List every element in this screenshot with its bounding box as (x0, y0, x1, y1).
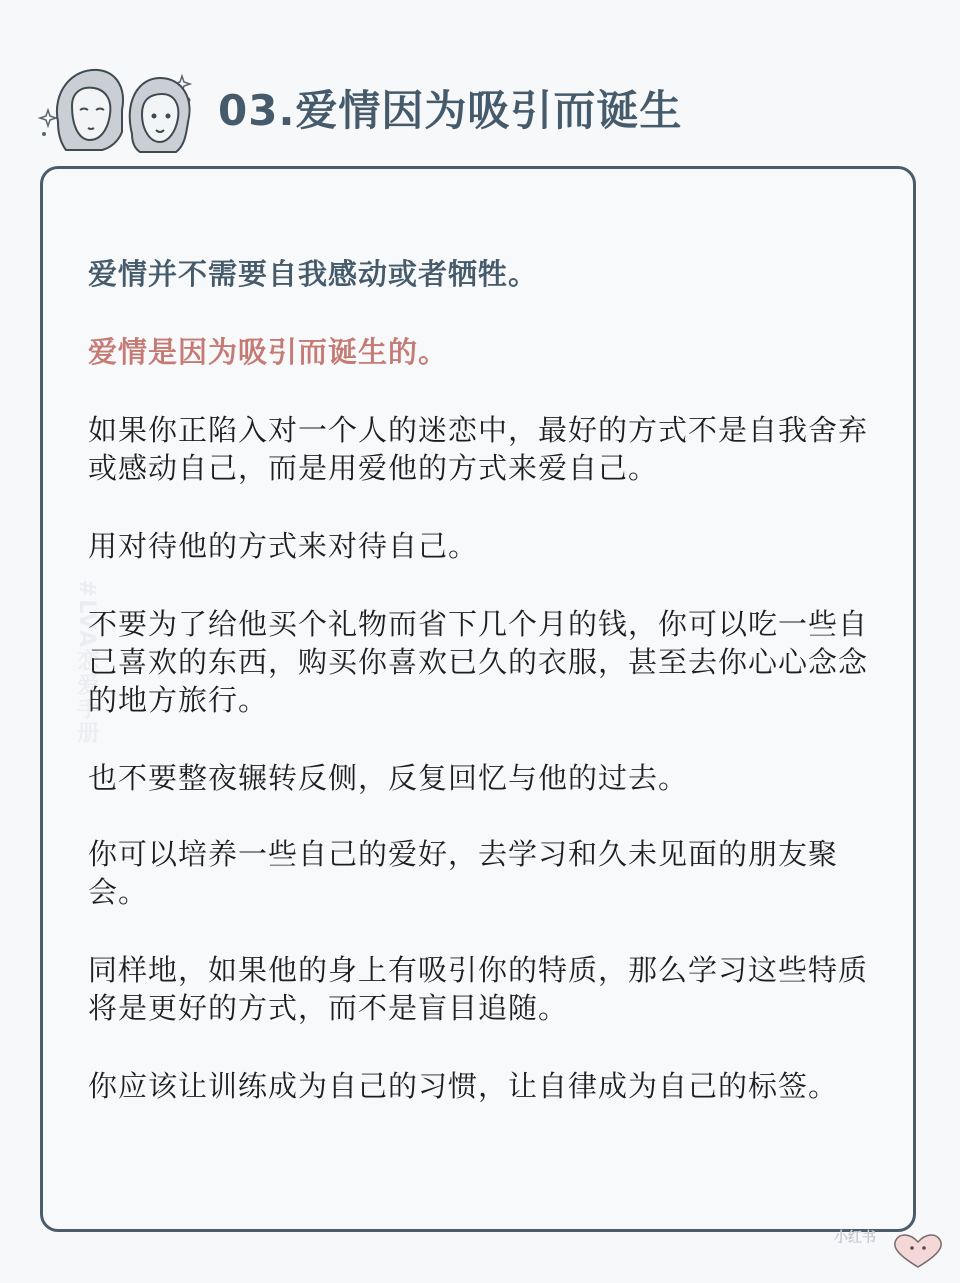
watermark-text: #LVA恋爱手册 (74, 579, 99, 745)
logo-text: 小红书 (834, 1230, 876, 1246)
xiaohongshu-logo (828, 1223, 948, 1271)
paragraph: 你可以培养一些自己的爱好，去学习和久未见面的朋友聚会。 (88, 837, 839, 909)
content-card (40, 166, 916, 1232)
paragraph: 如果你正陷入对一个人的迷恋中，最好的方式不是自我舍弃或感动自己，而是用爱他的方式来爱自己。 (88, 413, 869, 485)
header (0, 0, 960, 160)
paragraph-lead: 爱情并不需要自我感动或者牺牲。 (88, 257, 539, 291)
paragraph: 你应该让训练成为自己的习惯，让自律成为自己的标签。 (88, 1069, 839, 1103)
heart-icon (888, 1231, 948, 1271)
article-body (88, 255, 878, 1145)
paragraph: 不要为了给他买个礼物而省下几个月的钱，你可以吃一些自己喜欢的东西，购买你喜欢已久的衣服，甚至去你心心念念的地方旅行。 (88, 607, 869, 717)
couple-illustration-icon (36, 52, 204, 156)
page-title: 03.爱情因为吸引而诞生 (218, 86, 683, 135)
paragraph: 也不要整夜辗转反侧，反复回忆与他的过去。 (88, 761, 689, 795)
paragraph-highlight: 爱情是因为吸引而诞生的。 (88, 335, 449, 369)
paragraph: 同样地，如果他的身上有吸引你的特质，那么学习这些特质将是更好的方式，而不是盲目追随。 (88, 953, 869, 1025)
paragraph: 用对待他的方式来对待自己。 (88, 529, 479, 563)
